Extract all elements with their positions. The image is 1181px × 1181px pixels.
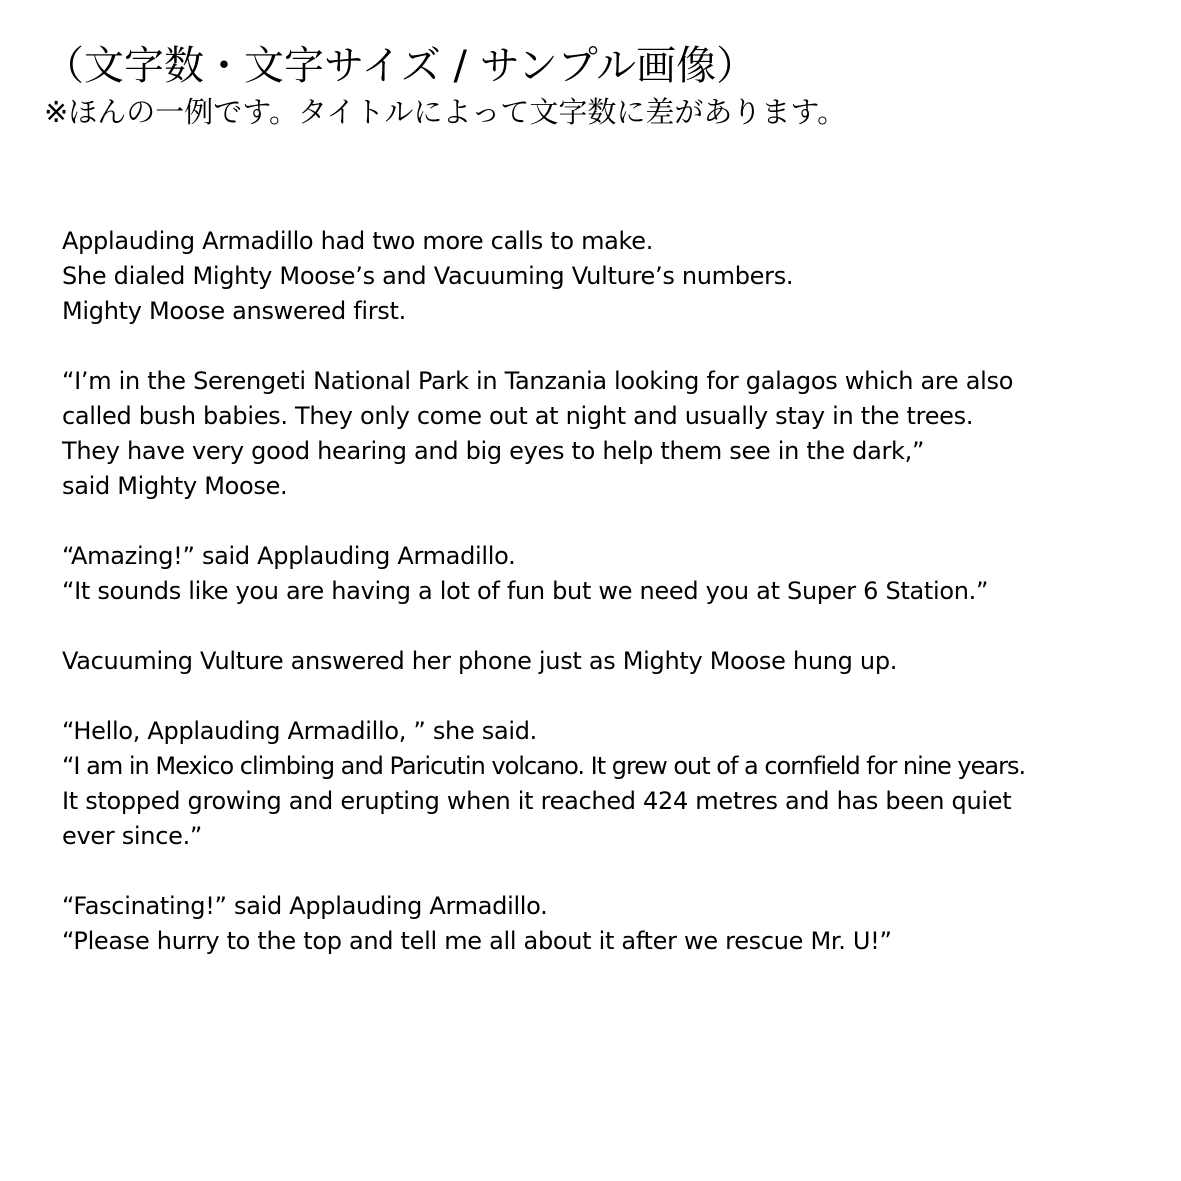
story-line: said Mighty Moose. — [62, 472, 288, 500]
story-line: Applauding Armadillo had two more calls to make. — [62, 227, 654, 255]
story-line: ever since.” — [62, 822, 203, 850]
story-line: “Hello, Applauding Armadillo, ” she said. — [62, 717, 537, 745]
page-title: （文字数・文字サイズ / サンプル画像） — [44, 43, 757, 89]
story-line: “Fascinating!” said Applauding Armadillo. — [62, 892, 548, 920]
story-line: It stopped growing and erupting when it reached 424 metres and has been quiet — [62, 787, 1012, 815]
story-line: “It sounds like you are having a lot of fun but we need you at Super 6 Station.” — [62, 577, 989, 605]
story-line: “I’m in the Serengeti National Park in Tanzania looking for galagos which are also — [62, 367, 1014, 395]
story-line: She dialed Mighty Moose’s and Vacuuming Vulture’s numbers. — [62, 262, 794, 290]
paragraph-2 — [62, 364, 1167, 504]
paragraph-4 — [62, 644, 1167, 679]
story-line: called bush babies. They only come out at night and usually stay in the trees. — [62, 402, 974, 430]
paragraph-5 — [62, 714, 1167, 854]
story-line: “Amazing!” said Applauding Armadillo. — [62, 542, 516, 570]
story-line: They have very good hearing and big eyes to help them see in the dark,” — [62, 437, 925, 465]
story-line: Mighty Moose answered first. — [62, 297, 406, 325]
paragraph-6 — [62, 889, 1167, 959]
story-line: “Please hurry to the top and tell me all about it after we rescue Mr. U!” — [62, 927, 892, 955]
page-note: ※ほんの一例です。タイトルによって文字数に差があります。 — [44, 95, 847, 129]
paragraph-1 — [62, 224, 1167, 329]
story-line: “I am in Mexico climbing and Paricutin volcano. It grew out of a cornfield for nine years. — [62, 752, 1026, 780]
paragraph-3 — [62, 539, 1167, 609]
story-text — [62, 224, 1167, 994]
story-line: Vacuuming Vulture answered her phone just as Mighty Moose hung up. — [62, 647, 898, 675]
header — [44, 40, 1164, 132]
